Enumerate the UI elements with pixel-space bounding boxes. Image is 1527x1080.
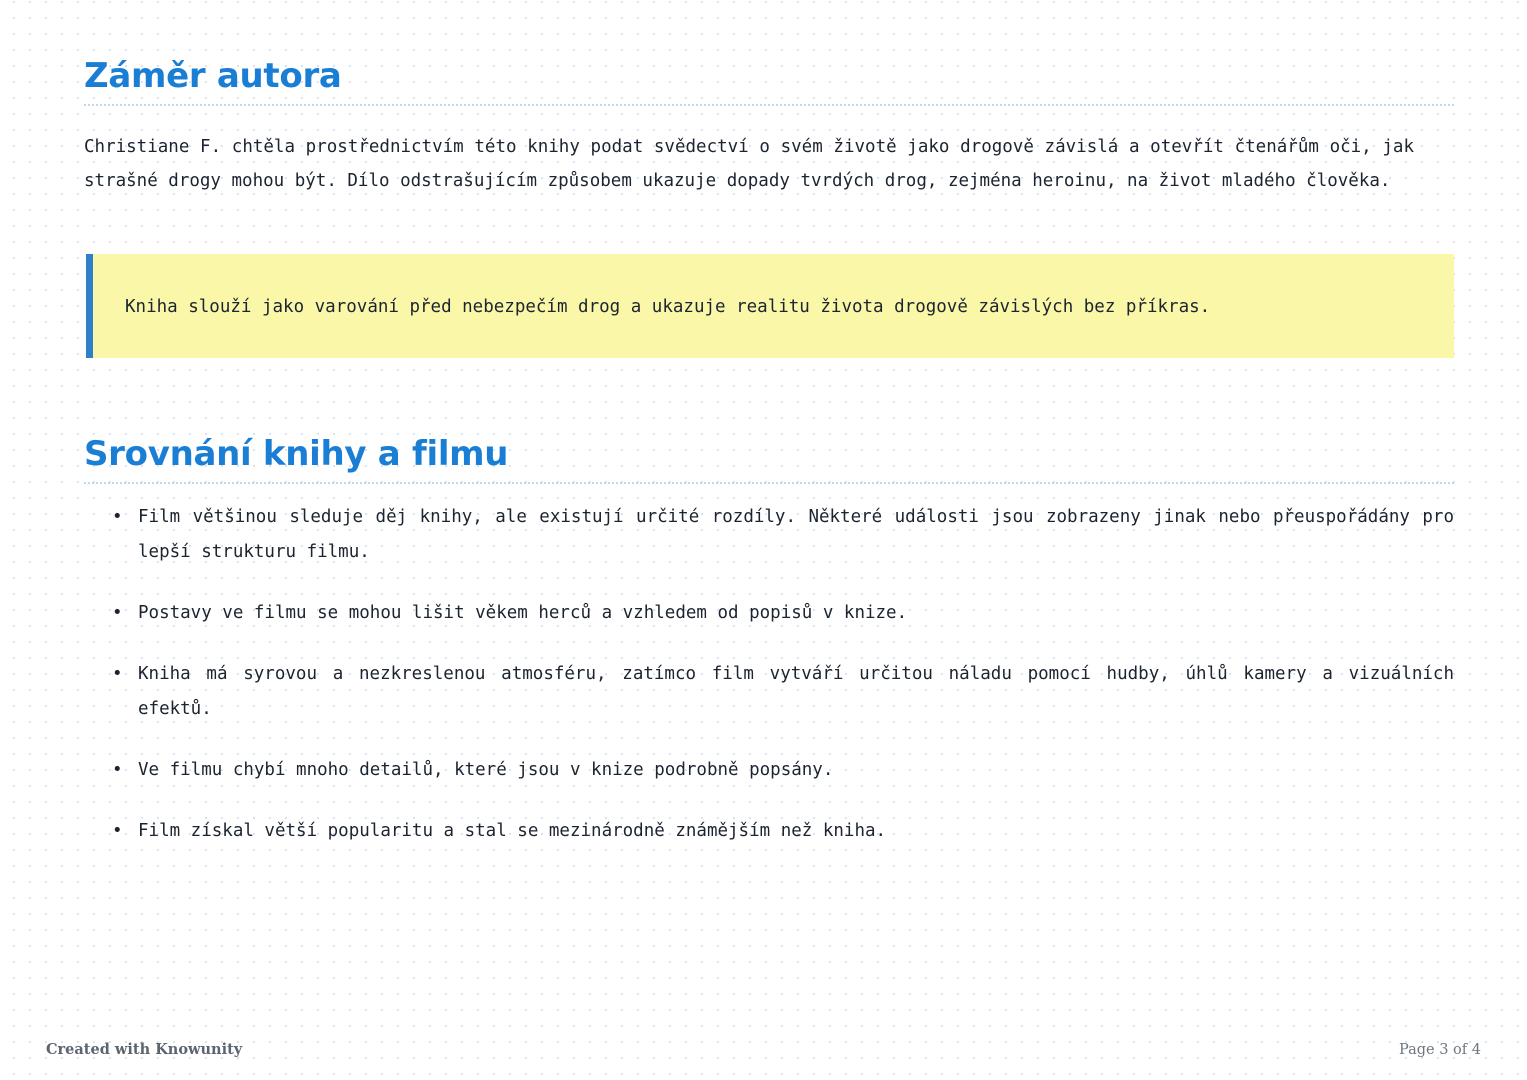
list-item: • Film získal větší popularitu a stal se mezinárodně známějším než kniha. [106, 814, 1454, 849]
list-item: • Postavy ve filmu se mohou lišit věkem herců a vzhledem od popisů v knize. [106, 596, 1454, 631]
list-item: • Ve filmu chybí mnoho detailů, které jsou v knize podrobně popsány. [106, 753, 1454, 788]
footer-credit: Created with Knowunity [46, 1041, 243, 1058]
section-title-srovnani-knihy-a-filmu: Srovnání knihy a filmu [84, 434, 509, 474]
comparison-bullet-list [106, 500, 1454, 875]
callout-text: Kniha slouží jako varování před nebezpečím drog a ukazuje realitu života drogově závislých bez příkras. [125, 297, 1211, 317]
title-divider-1 [84, 104, 1454, 106]
footer-page-number: Page 3 of 4 [1399, 1042, 1481, 1058]
section-title-zamer-autora: Záměr autora [84, 56, 342, 96]
paragraph-author-intent: Christiane F. chtěla prostřednictvím této knihy podat svědectví o svém životě jako drogově závislá a otevřít čtenářům oči, jak strašné drogy mohou být. Dílo odstrašujícím způsobem ukazuje dopady tvrdých drog, zejména heroinu, na život mladého člověka. [84, 137, 1414, 191]
title-divider-2 [84, 482, 1454, 484]
list-item: • Film většinou sleduje děj knihy, ale existují určité rozdíly. Některé události jsou zobrazeny jinak nebo přeuspořádány pro lepší strukturu filmu. [106, 500, 1454, 570]
callout-box [86, 254, 1454, 358]
list-item: • Kniha má syrovou a nezkreslenou atmosféru, zatímco film vytváří určitou náladu pomocí hudby, úhlů kamery a vizuálních efektů. [106, 657, 1454, 727]
page-content [84, 0, 1454, 1080]
